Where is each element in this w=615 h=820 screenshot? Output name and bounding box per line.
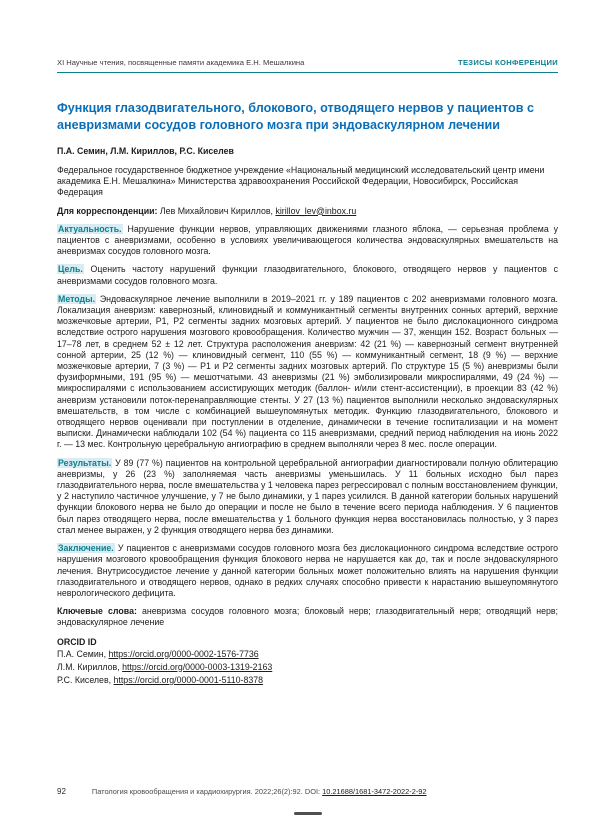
journal-citation [92, 787, 427, 796]
section-relevance-text: Нарушение функции нервов, управляющих движениями глазного яблока, — серьезная проблема у пациентов с аневризмами, особенно в условиях увеличивающегося количества эндоваскулярных вмешательств на аневризмах сосудов головного мозга. [57, 223, 558, 257]
correspondence-label: Для корреспонденции: [57, 205, 158, 216]
page-number: 92 [57, 787, 66, 796]
orcid-author-name: Л.М. Кириллов, [57, 661, 120, 672]
header-divider [57, 72, 558, 73]
article-title: Функция глазодвигательного, блокового, отводящего нервов у пациентов с аневризмами сосудов головного мозга при эндоваскулярном лечении [57, 101, 534, 132]
affiliation-text: Федеральное государственное бюджетное учреждение «Национальный медицинский исследовательский центр имени академика Е.Н. Мешалкина» Министерства здравоохранения Российской Федерации, Новосибирск, Российская Федерация [57, 165, 545, 198]
section-methods [57, 294, 558, 451]
doi-link[interactable]: 10.21688/1681-3472-2022-2-92 [322, 787, 427, 796]
section-aim-text: Оценить частоту нарушений функции глазодвигательного, блокового, отводящего нервов у пациентов с аневризмами сосудов головного мозга. [57, 264, 558, 286]
orcid-link[interactable]: https://orcid.org/0000-0001-5110-8378 [113, 674, 264, 685]
keywords-label: Ключевые слова: [57, 606, 137, 617]
section-results [57, 458, 558, 536]
page-header [57, 58, 558, 67]
orcid-entry [57, 662, 558, 673]
section-conclusion-text: У пациентов с аневризмами сосудов головного мозга без дислокационного синдрома вследствие острого нарушения мозгового кровообращения функция блокового нерва не нарушается как до, так и после эндоваскулярного лечения. Внутрисосудистое лечение у данной категории больных может положительно влиять на нарушения функции глазодвигательного и отводящего нервов, однако в редких случаях способно привести к нарастанию вышеупомянутого неврологического дефицита. [57, 543, 558, 598]
correspondence-email-link[interactable]: kirillov_lev@inbox.ru [275, 205, 357, 216]
orcid-link[interactable]: https://orcid.org/0000-0003-1319-2163 [122, 661, 273, 672]
keywords-text: аневризма сосудов головного мозга; блоковый нерв; глазодвигательный нерв; отводящий нерв; эндоваскулярное лечение [57, 606, 558, 628]
journal-citation-text: Патология кровообращения и кардиохирургия. 2022;26(2):92. DOI: [91, 787, 323, 796]
conference-theses-label: ТЕЗИСЫ КОНФЕРЕНЦИИ [458, 58, 558, 67]
section-conclusion-label: Заключение. [58, 543, 114, 554]
orcid-link[interactable]: https://orcid.org/0000-0002-1576-7736 [108, 648, 259, 659]
section-relevance [57, 224, 558, 258]
section-relevance-label: Актуальность. [58, 223, 122, 234]
section-methods-label: Методы. [58, 293, 96, 304]
authors-line: П.А. Семин, Л.М. Кириллов, Р.С. Киселев [57, 146, 234, 156]
section-conclusion [57, 543, 558, 599]
page-bottom-mark [294, 812, 322, 815]
orcid-heading: ORCID ID [57, 636, 97, 647]
section-results-label: Результаты. [58, 457, 112, 468]
orcid-author-name: П.А. Семин, [57, 648, 107, 659]
section-results-text: У 89 (77 %) пациентов на контрольной церебральной ангиографии диагностировали полную облитерацию аневризмы, у 26 (23 %) заполняемая часть аневризмы уменьшилась. У 11 больных исходно был парез глазодвигательного нерва, после вмешательства у 1 человека парез регрессировал с полным восстановлением функции, у 2 наступило частичное улучшение, у 7 не было динамики, у 1 парез усилился. В данной категории больных нарушений функции блокового нерва не было до операции и после не было в течение всего периода наблюдения. У 6 пациентов был парез отводящего нерва, после вмешательства у 1 больного функция нерва восстановилась полностью, у 3 парез стал менее выражен, у 2 функция отводящего нерва без динамики. [57, 457, 558, 535]
correspondence-line [57, 206, 558, 217]
orcid-author-name: Р.С. Киселев, [57, 674, 112, 685]
section-aim-label: Цель. [58, 264, 83, 275]
orcid-entry [57, 675, 558, 686]
correspondence-name: Лев Михайлович Кириллов, [159, 205, 273, 216]
keywords-line [57, 606, 558, 628]
page-footer [57, 787, 558, 796]
conference-name: XI Научные чтения, посвященные памяти академика Е.Н. Мешалкина [57, 58, 305, 67]
section-aim [57, 264, 558, 286]
orcid-entry [57, 649, 558, 660]
section-methods-text: Эндоваскулярное лечение выполнили в 2019–2021 гг. у 189 пациентов с 202 аневризмами головного мозга. Локализация аневризм: кавернозный, клиновидный и коммуникантный сегменты внутренних сонных артерий, верхние мозжечковые артерии, P1, P2 сегменты задних мозговых артерий. У пациентов не было дислокационного синдрома вследствие острого нарушения мозгового кровообращения. Количество мужчин — 37, женщин 152. Возраст больных — 17–78 лет, в среднем 52 ± 12 лет. Структура расположения аневризм: 42 (21 %) — кавернозный сегмент внутренней сонной артерии, 25 (12 %) — клиновидный сегмент, 110 (55 %) — коммуникантный сегмент, 18 (9 %) — верхние мозжечковые артерии, 7 (3 %) — P1 и P2 сегменты задних мозговых артерий. По структуре 15 (5 %) аневризмы были фузиформными, 191 (95 %) — мешотчатыми. 43 аневризмы (21 %) эмболизировали микроспиралями, 49 (24 %) — микроспиралями с использованием ассистирующих методик (баллон- и/или стент-ассистенции), в проекции 83 (42 %) аневризм установили поток-перенаправляющие стенты. У 27 (13 %) пациентов выполнили несколько эндоваскулярных вмешательств, в том числе с комбинацией вышеупомянутых методик. Функцию глазодвигательного, блокового и отводящего нервов оценивали при поступлении в отделение, динамически в течение госпитализации и на момент выписки. Динамически наблюдали 102 (54 %) пациента со 115 аневризмами, средний период наблюдения на июнь 2022 г. — 13 мес. Контрольную церебральную ангиографию в среднем выполняли через 8 мес. после операции. [57, 293, 558, 450]
